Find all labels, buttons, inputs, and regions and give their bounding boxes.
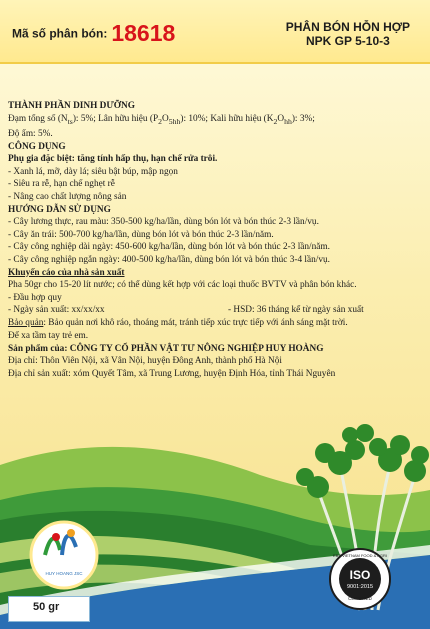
section-title-uses: CÔNG DỤNG	[8, 141, 66, 152]
regulation-note: - Đầu hợp quy	[8, 292, 62, 303]
iso-certified: CERTIFIED	[348, 596, 372, 601]
use-item: - Nâng cao chất lượng nông sản	[8, 192, 127, 203]
iso-standard: 9001:2015	[347, 584, 373, 590]
registration-number	[12, 20, 175, 47]
date-fields	[8, 304, 420, 317]
registration-value: 18618	[111, 20, 176, 46]
nutrient-content: Đạm tổng số $(N_{ts})$: 5%; Lân hữu hiệu $(P_2O_{5hh})$: 10%; Kali hữu hiệu $(K_2O_{hh})$: 3%;	[8, 113, 315, 126]
registration-label: Mã số phân bón:	[12, 26, 108, 41]
mixing-instruction: Pha 50gr cho 15-20 lít nước; có thể dùng kết hợp với các loại thuốc BVTV và phân bón khác.	[8, 280, 357, 291]
special-additive: Phụ gia đặc biệt: tăng tính hấp thụ, hạn chế rửa trôi.	[8, 154, 218, 165]
direction-item: - Cây công nghiệp ngắn ngày: 400-500 kg/ha/lần, dùng bón lót và bón thúc 3-4 lần/vụ.	[8, 254, 330, 265]
label-text	[8, 100, 420, 380]
company-logo	[31, 522, 97, 588]
direction-item: - Cây công nghiệp dài ngày: 450-600 kg/ha/lần, dùng bón lót và bón thúc 2-3 lần/năm.	[8, 242, 330, 253]
direction-item: - Cây ăn trái: 500-700 kg/ha/lần, dùng bón lót và bón thúc 2-3 lần/năm.	[8, 229, 274, 240]
product-formula: NPK GP 5-10-3	[305, 34, 390, 48]
factory-address: Địa chỉ sản xuất: xóm Quyết Tâm, xã Trung Lương, huyện Định Hóa, tỉnh Thái Nguyên	[8, 368, 336, 379]
use-item: - Xanh lá, mỡ, dày lá; siêu bật búp, mập ngọn	[8, 166, 178, 177]
section-title-nutrients: THÀNH PHẦN DINH DƯỠNG	[8, 101, 135, 111]
manufacture-date: - Ngày sản xuất: xx/xx/xx	[8, 305, 105, 316]
section-title-directions: HƯỚNG DẪN SỬ DỤNG	[8, 204, 111, 215]
package-size: 50 gr	[33, 601, 60, 613]
company-address: Địa chỉ: Thôn Viên Nội, xã Vân Nội, huyện Đông Anh, thành phố Hà Nội	[8, 356, 282, 367]
direction-item: - Cây lương thực, rau màu: 350-500 kg/ha/lần, dùng bón lót và bón thúc 2-3 lần/vụ.	[8, 217, 319, 228]
iso-name: ISO	[349, 568, 371, 582]
expiry-date: - HSD: 36 tháng kể từ ngày sản xuất	[228, 305, 364, 316]
use-item: - Siêu ra rễ, hạn chế nghẹt rễ	[8, 179, 115, 190]
manufacturer: Sản phẩm của: CÔNG TY CỔ PHẦN VẬT TƯ NÔNG NGHIỆP HUY HOÀNG	[8, 343, 324, 354]
iso-ring-text: EBS VIETNAM FOOD & AGRI	[332, 553, 387, 558]
product-name	[286, 20, 410, 48]
storage-instruction: Bảo quản: Bảo quản nơi khô ráo, thoáng mát, tránh tiếp xúc trực tiếp với ánh sáng mặt trời.	[8, 318, 348, 329]
product-type: PHÂN BÓN HỖN HỢP	[285, 20, 410, 34]
child-warning: Để xa tầm tay trẻ em.	[8, 330, 89, 341]
section-title-recommendation: Khuyến cáo của nhà sản xuất	[8, 267, 125, 278]
logo-text: HUY HOANG JSC	[45, 571, 83, 576]
moisture-content: Độ ẩm: 5%.	[8, 129, 53, 140]
